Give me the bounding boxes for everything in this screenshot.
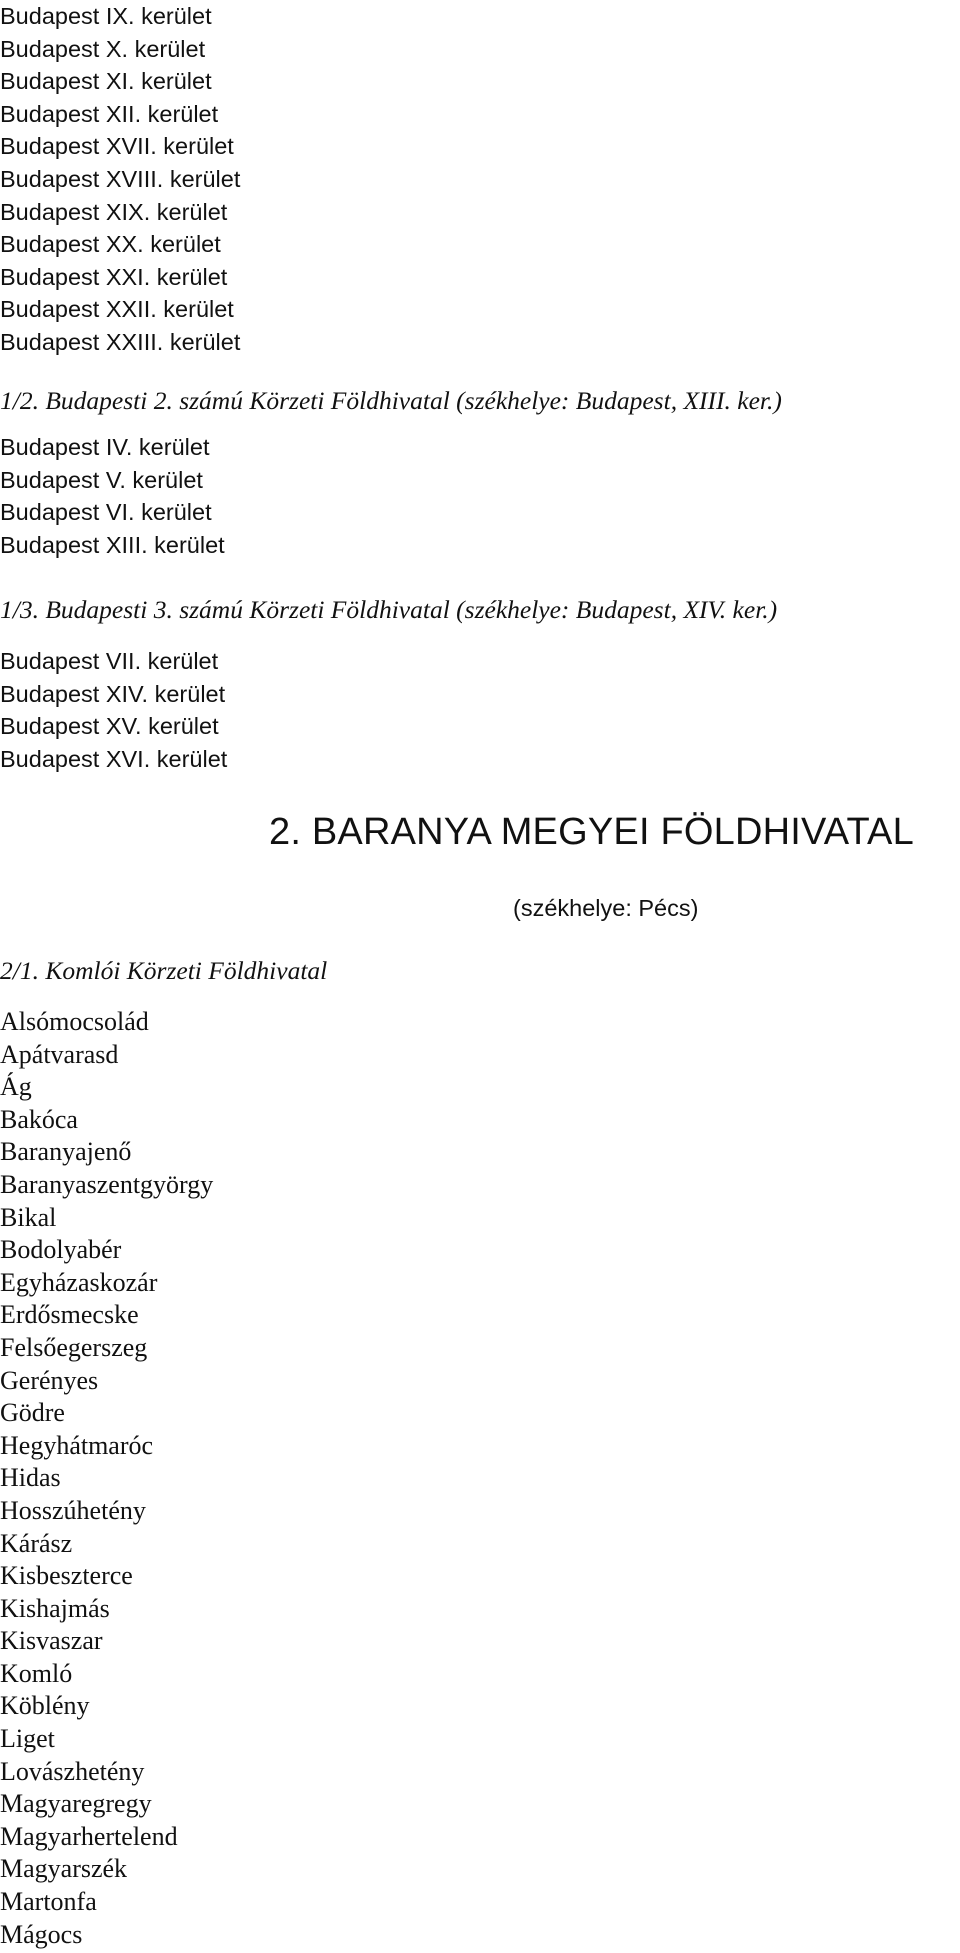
county-title: 2. BARANYA MEGYEI FÖLDHIVATAL <box>269 811 914 853</box>
list-item: Egyházaskozár <box>0 1267 158 1297</box>
list-item: Lovászhetény <box>0 1756 145 1786</box>
list-item: Budapest XIV. kerület <box>0 680 226 707</box>
list-item: Komló <box>0 1658 73 1688</box>
list-item: Budapest V. kerület <box>0 466 203 493</box>
list-item: Gödre <box>0 1398 65 1428</box>
list-item: Hegyhátmaróc <box>0 1430 154 1460</box>
list-item: Martonfa <box>0 1887 97 1917</box>
list-item: Budapest X. kerület <box>0 35 206 62</box>
list-item: Budapest XVIII. kerület <box>0 165 241 192</box>
list-item: Alsómocsolád <box>0 1007 149 1036</box>
list-item: Magyaregregy <box>0 1789 152 1819</box>
list-item: Budapest XXII. kerület <box>0 296 234 323</box>
list-item: Budapest XII. kerület <box>0 100 219 127</box>
list-item: Kishajmás <box>0 1593 110 1623</box>
list-item: Budapest XVII. kerület <box>0 133 234 160</box>
list-item: Erdősmecske <box>0 1300 139 1330</box>
list-item: Budapest VI. kerület <box>0 499 212 526</box>
list-item: Budapest XI. kerület <box>0 68 212 95</box>
list-item: Ág <box>0 1072 32 1102</box>
list-item: Budapest IX. kerület <box>0 3 212 29</box>
list-item: Budapest XVI. kerület <box>0 745 228 772</box>
list-item: Budapest XXI. kerület <box>0 263 228 290</box>
list-item: Budapest XIX. kerület <box>0 198 228 225</box>
list-item: Magyarszék <box>0 1854 128 1884</box>
list-item: Hidas <box>0 1463 61 1493</box>
office-heading-2-1: 2/1. Komlói Körzeti Földhivatal <box>0 956 328 985</box>
settlement-list-2-1 <box>0 1006 213 1951</box>
list-item: Köblény <box>0 1691 90 1721</box>
list-item: Bikal <box>0 1202 57 1232</box>
district-list-1-3 <box>0 645 227 775</box>
list-item: Baranyaszentgyörgy <box>0 1169 214 1199</box>
office-heading-1-3: 1/3. Budapesti 3. számú Körzeti Földhivatal (székhelye: Budapest, XIV. ker.) <box>0 595 778 624</box>
district-list-1-1 <box>0 0 240 359</box>
list-item: Kisbeszterce <box>0 1561 133 1591</box>
list-item: Budapest XV. kerület <box>0 713 219 740</box>
list-item: Felsőegerszeg <box>0 1332 148 1362</box>
list-item: Liget <box>0 1724 55 1754</box>
list-item: Kisvaszar <box>0 1626 103 1656</box>
list-item: Budapest VII. kerület <box>0 648 219 674</box>
list-item: Bodolyabér <box>0 1235 122 1265</box>
list-item: Baranyajenő <box>0 1137 132 1167</box>
list-item: Bakóca <box>0 1104 78 1134</box>
list-item: Budapest XX. kerület <box>0 231 221 258</box>
county-seat: (székhelye: Pécs) <box>513 895 699 921</box>
list-item: Budapest XIII. kerület <box>0 531 225 558</box>
list-item: Budapest IV. kerület <box>0 434 210 460</box>
list-item: Apátvarasd <box>0 1039 119 1069</box>
district-list-1-2 <box>0 431 225 561</box>
list-item: Magyarhertelend <box>0 1821 178 1851</box>
list-item: Hosszúhetény <box>0 1495 146 1525</box>
list-item: Budapest XXIII. kerület <box>0 328 241 355</box>
list-item: Kárász <box>0 1528 73 1558</box>
list-item: Gerényes <box>0 1365 99 1395</box>
list-item: Mágocs <box>0 1919 83 1949</box>
office-heading-1-2: 1/2. Budapesti 2. számú Körzeti Földhivatal (székhelye: Budapest, XIII. ker.) <box>0 386 782 415</box>
